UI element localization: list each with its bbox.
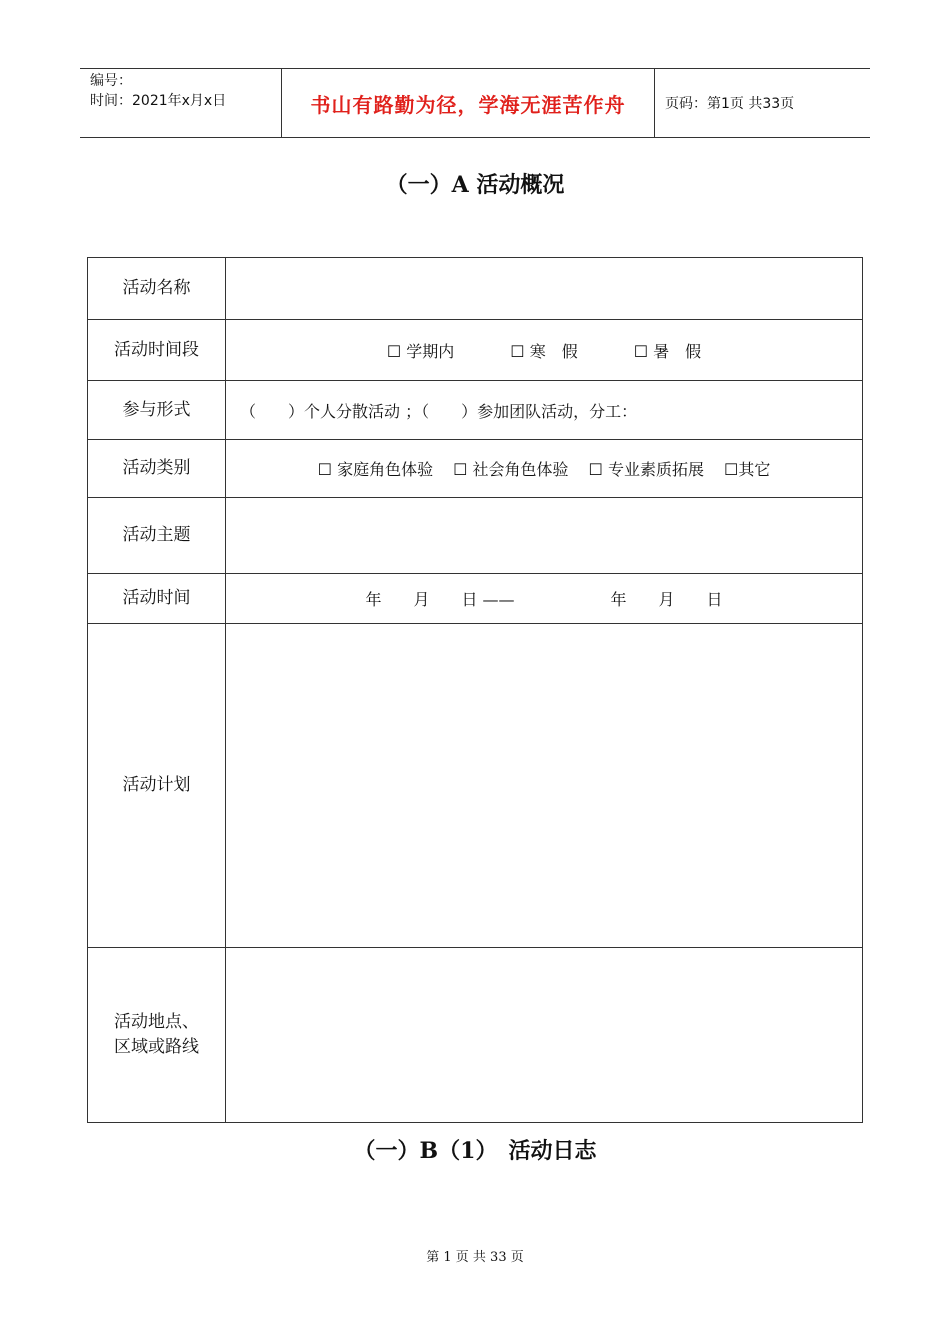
participation-label: 参与形式 xyxy=(88,381,226,440)
row-time xyxy=(88,574,863,624)
row-plan xyxy=(88,624,863,948)
row-category xyxy=(88,440,863,498)
date-line: 时间：2021年x月x日 xyxy=(90,93,227,109)
row-activity-name xyxy=(88,258,863,320)
row-period xyxy=(88,320,863,381)
page-header xyxy=(80,68,870,138)
time-range[interactable]: 年 月 日 —— 年 月 日 xyxy=(226,574,863,624)
participation-text[interactable]: （ ）个人分散活动 ；（ ）参加团队活动，分工： xyxy=(226,381,863,440)
activity-name-field[interactable] xyxy=(226,258,863,320)
time-label: 活动时间 xyxy=(88,574,226,624)
page-info: 页码：第1页 共33页 xyxy=(665,96,795,112)
section-b-title: （一）B（1） 活动日志 xyxy=(353,1138,597,1164)
row-theme xyxy=(88,498,863,574)
period-options xyxy=(226,320,863,381)
plan-label: 活动计划 xyxy=(88,624,226,948)
number-label: 编号： xyxy=(90,73,132,89)
motto: 书山有路勤为径，学海无涯苦作舟 xyxy=(282,69,655,137)
theme-field[interactable] xyxy=(226,498,863,574)
category-option-family[interactable]: ☐ 家庭角色体验 xyxy=(317,460,434,479)
activity-name-label: 活动名称 xyxy=(88,258,226,320)
plan-field[interactable] xyxy=(226,624,863,948)
category-option-professional[interactable]: ☐ 专业素质拓展 xyxy=(588,460,704,479)
row-location xyxy=(88,948,863,1123)
header-meta xyxy=(80,69,282,137)
location-label-line1: 活动地点、 xyxy=(114,1012,199,1032)
location-label-line2: 区域或路线 xyxy=(114,1037,199,1057)
page-footer: 第 1 页 共 33 页 xyxy=(426,1250,524,1265)
row-participation xyxy=(88,381,863,440)
period-label: 活动时间段 xyxy=(88,320,226,381)
period-option-winter[interactable]: ☐ 寒 假 xyxy=(510,341,578,361)
activity-form xyxy=(87,257,863,1123)
category-option-other[interactable]: ☐其它 xyxy=(723,460,771,479)
category-option-social[interactable]: ☐ 社会角色体验 xyxy=(453,460,569,479)
section-a-title: （一）A 活动概况 xyxy=(385,172,565,198)
theme-label: 活动主题 xyxy=(88,498,226,574)
period-option-summer[interactable]: ☐ 暑 假 xyxy=(633,341,702,361)
category-label: 活动类别 xyxy=(88,440,226,498)
period-option-semester[interactable]: ☐ 学期内 xyxy=(386,341,455,361)
category-options xyxy=(226,440,863,498)
location-label xyxy=(88,948,226,1123)
location-field[interactable] xyxy=(226,948,863,1123)
